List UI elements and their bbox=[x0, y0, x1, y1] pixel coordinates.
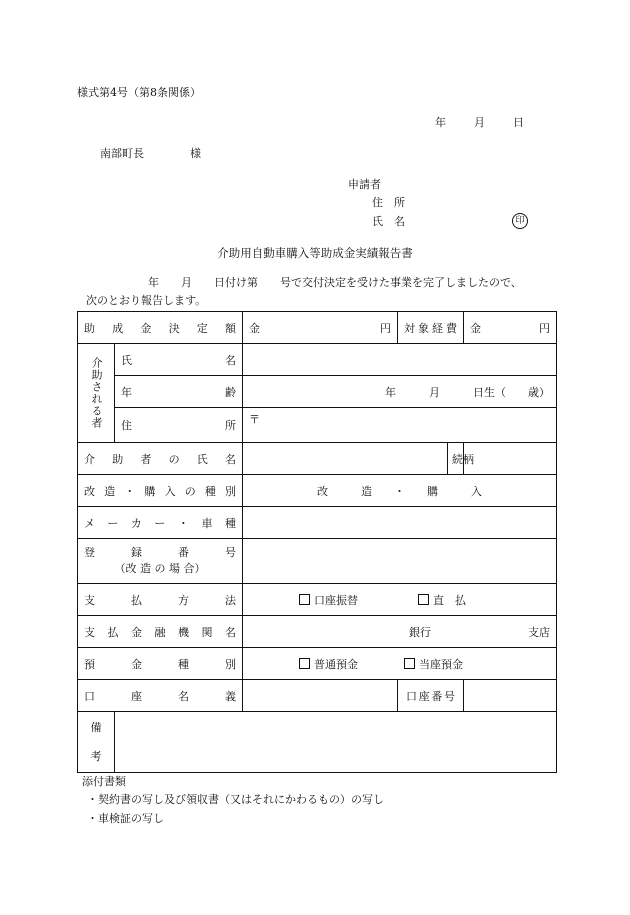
assisted-age-field[interactable]: 年 月 日生（ 歳） bbox=[243, 376, 557, 408]
transfer-option-label: 口座振替 bbox=[314, 593, 358, 607]
assisted-age-label: 年齢 bbox=[115, 376, 243, 408]
current-checkbox[interactable] bbox=[404, 658, 415, 669]
current-option-label: 当座預金 bbox=[419, 657, 463, 671]
row-caregiver bbox=[78, 443, 557, 475]
applicant-label: 申請者 bbox=[348, 178, 381, 191]
form-number: 様式第4号（第8条関係） bbox=[77, 86, 201, 99]
ordinary-checkbox[interactable] bbox=[299, 658, 310, 669]
applicant-name-label: 氏 名 bbox=[372, 215, 405, 228]
remarks-char-2: 考 bbox=[90, 749, 102, 763]
caregiver-name-label: 介助者の氏名 bbox=[78, 443, 243, 475]
registration-label: 登 録 番 号 bbox=[84, 546, 236, 559]
relationship-field[interactable] bbox=[464, 443, 557, 475]
direct-option-label: 直 払 bbox=[433, 593, 466, 607]
grant-amount-suffix: 円 bbox=[380, 321, 391, 335]
row-modification-type bbox=[78, 475, 557, 507]
body-line-2: 次のとおり報告します。 bbox=[86, 294, 207, 307]
row-deposit-type bbox=[78, 648, 557, 680]
maker-model-field[interactable] bbox=[243, 507, 557, 539]
caregiver-name-field[interactable] bbox=[243, 443, 448, 475]
row-assisted-age bbox=[78, 376, 557, 408]
payment-method-field bbox=[243, 584, 557, 616]
grant-amount-label: 助成金決定額 bbox=[78, 312, 243, 344]
body-line-1: 年 月 日付け第 号で交付決定を受けた事業を完了しましたので、 bbox=[148, 276, 522, 289]
row-bank bbox=[78, 616, 557, 648]
attachment-item: ・車検証の写し bbox=[87, 812, 164, 825]
deposit-type-label: 預金種別 bbox=[78, 648, 243, 680]
remarks-char-1: 備 bbox=[90, 720, 102, 734]
maker-model-label: メーカー・車種 bbox=[78, 507, 243, 539]
deposit-type-field bbox=[243, 648, 557, 680]
assisted-name-label: 氏名 bbox=[115, 344, 243, 376]
recipient-line bbox=[100, 147, 201, 161]
document-title: 介助用自動車購入等助成金実績報告書 bbox=[217, 246, 413, 260]
recipient-name: 南部町長 bbox=[100, 147, 144, 160]
payment-method-label: 支払方法 bbox=[78, 584, 243, 616]
row-registration bbox=[78, 539, 557, 584]
account-holder-field[interactable] bbox=[243, 680, 398, 712]
seal-mark: 印 bbox=[512, 213, 528, 229]
assisted-address-label: 住所 bbox=[115, 408, 243, 443]
bank-field[interactable] bbox=[243, 616, 557, 648]
attachments-title: 添付書類 bbox=[82, 775, 126, 788]
eligible-cost-prefix: 金 bbox=[470, 321, 481, 335]
grant-amount-prefix: 金 bbox=[249, 321, 260, 335]
applicant-address-label: 住 所 bbox=[372, 196, 405, 209]
modification-type-field[interactable]: 改 造 ・ 購 入 bbox=[243, 475, 557, 507]
row-assisted-address bbox=[78, 408, 557, 443]
account-number-label: 口座番号 bbox=[398, 680, 464, 712]
row-payment-method bbox=[78, 584, 557, 616]
account-number-field[interactable] bbox=[464, 680, 557, 712]
date-year-label: 年 bbox=[435, 116, 446, 129]
branch-suffix: 支店 bbox=[528, 625, 550, 639]
date-line bbox=[0, 116, 524, 130]
ordinary-option-label: 普通預金 bbox=[314, 657, 358, 671]
transfer-checkbox[interactable] bbox=[299, 594, 310, 605]
attachment-item: ・契約書の写し及び領収書（又はそれにかわるもの）の写し bbox=[87, 793, 384, 806]
eligible-cost-field[interactable] bbox=[464, 312, 557, 344]
bank-label: 支払金融機関名 bbox=[78, 616, 243, 648]
row-assisted-name bbox=[78, 344, 557, 376]
direct-checkbox[interactable] bbox=[418, 594, 429, 605]
date-day-label: 日 bbox=[513, 116, 524, 129]
registration-field[interactable] bbox=[243, 539, 557, 584]
grant-amount-field[interactable] bbox=[243, 312, 398, 344]
report-table bbox=[77, 311, 557, 773]
row-remarks bbox=[78, 712, 557, 773]
relationship-label: 続柄 bbox=[448, 443, 464, 475]
modification-type-label: 改造・購入の種別 bbox=[78, 475, 243, 507]
assisted-name-field[interactable] bbox=[243, 344, 557, 376]
assisted-person-label: 介助される者 bbox=[78, 344, 115, 443]
account-holder-label: 口座名義 bbox=[78, 680, 243, 712]
row-maker-model bbox=[78, 507, 557, 539]
registration-label-cell bbox=[78, 539, 243, 584]
remarks-field[interactable] bbox=[115, 712, 557, 773]
row-account bbox=[78, 680, 557, 712]
bank-suffix: 銀行 bbox=[409, 625, 431, 639]
row-grant-amount bbox=[78, 312, 557, 344]
postal-mark: 〒 bbox=[249, 413, 260, 426]
registration-sub-label: （改 造 の 場 合） bbox=[114, 562, 206, 575]
eligible-cost-label: 対象経費 bbox=[398, 312, 464, 344]
remarks-label-cell bbox=[78, 712, 115, 773]
assisted-address-field[interactable] bbox=[243, 408, 557, 443]
eligible-cost-suffix: 円 bbox=[539, 321, 550, 335]
recipient-honorific: 様 bbox=[190, 147, 201, 160]
date-month-label: 月 bbox=[474, 116, 485, 129]
